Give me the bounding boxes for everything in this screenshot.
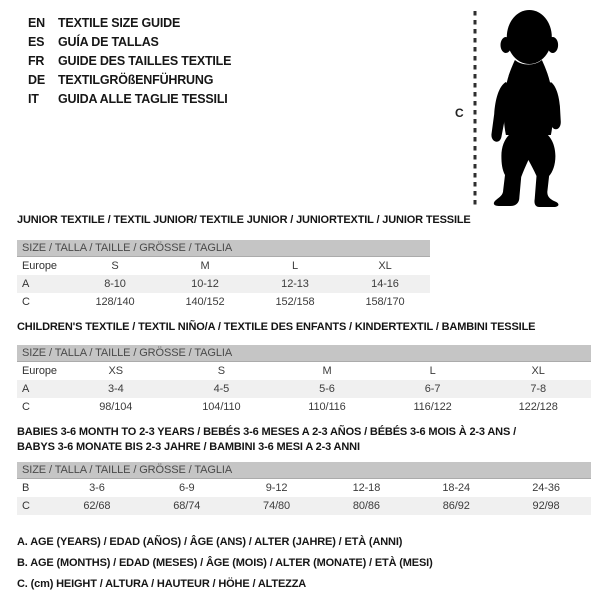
junior-size-table (17, 240, 430, 311)
size-cell: 62/68 (52, 497, 142, 515)
toddler-silhouette-icon (491, 10, 560, 207)
size-cell: L (291, 260, 299, 272)
table-row-age-months (17, 479, 591, 498)
size-cell: 80/86 (321, 497, 411, 515)
language-title-list (28, 14, 231, 109)
table-row-height (17, 398, 591, 416)
row-label: C (22, 296, 30, 308)
language-row-de (28, 71, 231, 90)
guide-title: TEXTILGRÖßENFÜHRUNG (58, 73, 214, 87)
guide-title: GUÍA DE TALLAS (58, 35, 159, 49)
row-label: A (17, 380, 63, 398)
children-size-table (17, 345, 591, 416)
size-cell: 116/122 (413, 401, 452, 413)
language-row-en (28, 14, 231, 33)
size-cell: 12-13 (250, 275, 340, 293)
size-cell: 9-12 (265, 482, 288, 494)
size-cell: 4-5 (169, 380, 275, 398)
size-cell: 3-6 (89, 482, 105, 494)
size-cell: 3-4 (63, 380, 169, 398)
language-row-it (28, 90, 231, 109)
legend-line-a: A. AGE (YEARS) / EDAD (AÑOS) / ÂGE (ANS) / ALTER (JAHRE) / ETÀ (ANNI) (17, 536, 403, 548)
size-cell: 8-10 (70, 275, 160, 293)
size-cell: L (429, 365, 436, 377)
size-header-bar: SIZE / TALLA / TAILLE / GRÖSSE / TAGLIA (17, 345, 591, 362)
language-code: EN (28, 16, 45, 30)
guide-title: GUIDE DES TAILLES TEXTILE (58, 54, 232, 68)
size-header-bar: SIZE / TALLA / TAILLE / GRÖSSE / TAGLIA (17, 462, 591, 479)
junior-section-title: JUNIOR TEXTILE / TEXTIL JUNIOR/ TEXTILE JUNIOR / JUNIORTEXTIL / JUNIOR TESSILE (17, 214, 471, 226)
size-cell: 122/128 (518, 401, 558, 413)
language-code: FR (28, 54, 45, 68)
size-cell: S (111, 260, 119, 272)
size-cell: 92/98 (501, 497, 591, 515)
size-cell: 10-12 (160, 275, 250, 293)
size-cell: XL (531, 365, 545, 377)
children-section-title: CHILDREN'S TEXTILE / TEXTIL NIÑO/A / TEXTILE DES ENFANTS / KINDERTEXTIL / BAMBINI TESSILE (17, 321, 536, 333)
table-row-height (17, 497, 591, 515)
babies-title-line1: BABIES 3-6 MONTH TO 2-3 YEARS / BEBÉS 3-6 MESES A 2-3 AÑOS / BÉBÉS 3-6 MOIS À 2-3 ANS / (17, 426, 516, 438)
row-label: C (22, 401, 30, 413)
babies-title-line2: BABYS 3-6 MONATE BIS 2-3 JAHRE / BAMBINI 3-6 MESI A 2-3 ANNI (17, 441, 360, 453)
size-cell: 68/74 (142, 497, 232, 515)
size-header-bar: SIZE / TALLA / TAILLE / GRÖSSE / TAGLIA (17, 240, 430, 257)
row-label: B (22, 482, 30, 494)
table-row-age (17, 275, 430, 293)
language-code: IT (28, 92, 39, 106)
table-row-europe (17, 362, 591, 381)
size-cell: M (200, 260, 210, 272)
size-cell: 7-8 (485, 380, 591, 398)
row-label: Europe (22, 365, 57, 377)
table-row-height (17, 293, 430, 311)
size-cell: 140/152 (185, 296, 225, 308)
size-cell: 86/92 (411, 497, 501, 515)
babies-size-table (17, 462, 591, 515)
row-label: C (17, 497, 52, 515)
size-cell: 18-24 (442, 482, 471, 494)
guide-title: TEXTILE SIZE GUIDE (58, 16, 181, 30)
size-cell: 6-9 (178, 482, 195, 494)
language-code: DE (28, 73, 45, 87)
size-cell: 128/140 (95, 296, 135, 308)
size-cell: 5-6 (274, 380, 380, 398)
babies-section-title (17, 425, 583, 455)
size-cell: 98/104 (99, 401, 133, 413)
size-cell: 12-18 (352, 482, 381, 494)
size-cell: 104/110 (202, 401, 241, 413)
size-cell: 152/158 (275, 296, 315, 308)
size-cell: M (322, 365, 332, 377)
guide-title: GUIDA ALLE TAGLIE TESSILI (58, 92, 228, 106)
language-row-fr (28, 52, 231, 71)
size-cell: S (217, 365, 226, 377)
legend-line-b: B. AGE (MONTHS) / EDAD (MESES) / ÂGE (MOIS) / ALTER (MONATE) / ETÀ (MESI) (17, 557, 433, 569)
language-row-es (28, 33, 231, 52)
size-cell: 6-7 (380, 380, 486, 398)
size-cell: 110/116 (308, 401, 346, 413)
row-label: A (17, 275, 70, 293)
row-label: Europe (22, 260, 57, 272)
height-marker-label: C (455, 106, 464, 120)
toddler-silhouette-figure (450, 4, 590, 210)
size-cell: 158/170 (365, 296, 405, 308)
size-cell: XL (378, 260, 392, 272)
table-row-europe (17, 257, 430, 276)
language-code: ES (28, 35, 45, 49)
size-cell: 14-16 (340, 275, 430, 293)
size-cell: XS (108, 365, 124, 377)
measure-legend (17, 536, 433, 599)
legend-line-c: C. (cm) HEIGHT / ALTURA / HAUTEUR / HÖHE / ALTEZZA (17, 578, 307, 590)
size-cell: 74/80 (232, 497, 322, 515)
table-row-age (17, 380, 591, 398)
size-cell: 24-36 (532, 482, 560, 494)
